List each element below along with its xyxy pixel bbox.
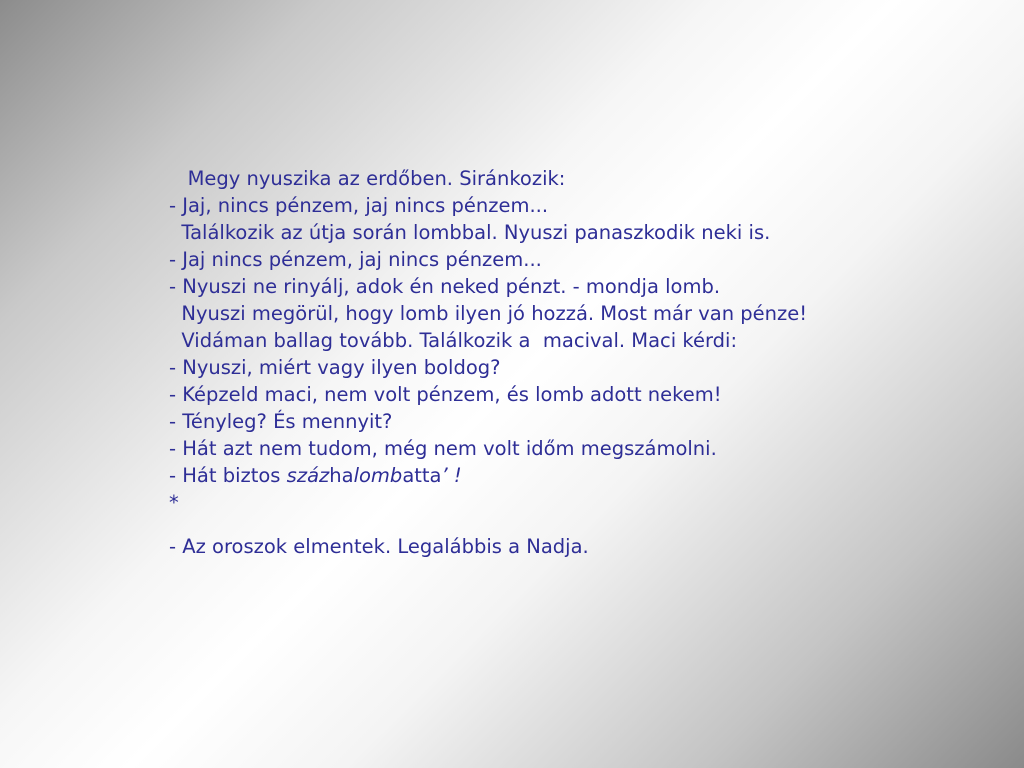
joke-text-block: [169, 165, 989, 560]
story-line-6: Nyuszi megörül, hogy lomb ilyen jó hozzá. Most már van pénze!: [169, 302, 808, 325]
story-line-5: - Nyuszi ne rinyálj, adok én neked pénzt. - mondja lomb.: [169, 275, 721, 298]
punchline: [169, 462, 989, 489]
story-line-9: - Képzeld maci, nem volt pénzem, és lomb adott nekem!: [169, 383, 722, 406]
punchline-italic-ending: ’ !: [441, 464, 462, 487]
punchline-prefix: - Hát biztos: [169, 464, 287, 487]
story-line-3: Találkozik az útja során lombbal. Nyuszi panaszkodik neki is.: [169, 221, 771, 244]
story-line-1: Megy nyuszika az erdőben. Siránkozik:: [169, 167, 566, 190]
closing-line: - Az oroszok elmentek. Legalábbis a Nadja.: [169, 535, 589, 558]
story-line-10: - Tényleg? És mennyit?: [169, 410, 393, 433]
punchline-italic-lomb: lomb: [353, 464, 403, 487]
punchline-italic-szaz: száz: [286, 464, 330, 487]
story-line-2: - Jaj, nincs pénzem, jaj nincs pénzem...: [169, 194, 549, 217]
separator-asterisk: *: [169, 491, 179, 514]
punchline-ha: ha: [329, 464, 354, 487]
spacer: [169, 516, 989, 533]
story-line-4: - Jaj nincs pénzem, jaj nincs pénzem...: [169, 248, 542, 271]
story-line-11: - Hát azt nem tudom, még nem volt időm megszámolni.: [169, 437, 717, 460]
story-line-7: Vidáman ballag tovább. Találkozik a macival. Maci kérdi:: [169, 329, 738, 352]
story-line-8: - Nyuszi, miért vagy ilyen boldog?: [169, 356, 501, 379]
punchline-atta: atta: [402, 464, 442, 487]
